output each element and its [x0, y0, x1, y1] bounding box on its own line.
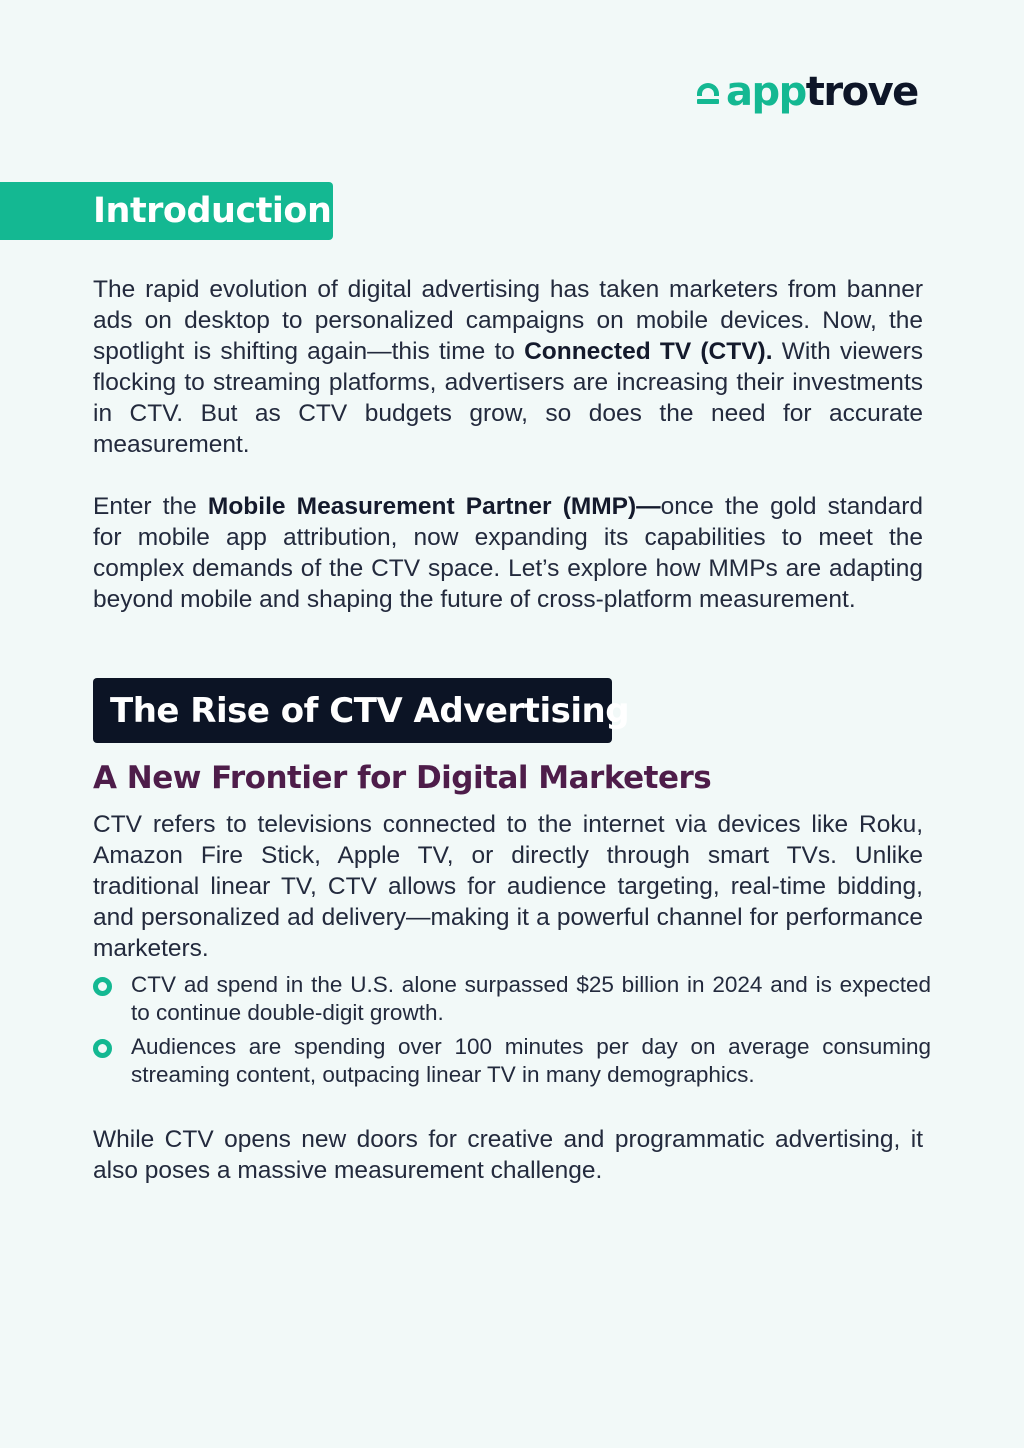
apptrove-logo [696, 68, 924, 116]
intro-paragraph-1 [93, 274, 923, 460]
list-item-text: CTV ad spend in the U.S. alone surpassed $25 billion in 2024 and is expected to continue double-digit growth. [131, 972, 931, 1025]
intro-p1-text-2: With viewers flocking to streaming platforms, advertisers are increasing their investments in CTV. But as CTV budgets grow, so does the need for accurate measurement. [93, 338, 923, 458]
logo-wordmark-app: app [726, 69, 806, 115]
new-frontier-subheading: A New Frontier for Digital Marketers [93, 760, 712, 796]
rise-of-ctv-heading-banner [93, 678, 630, 743]
logo-wordmark-trove: trove [805, 69, 918, 115]
introduction-heading-banner [0, 182, 333, 240]
intro-paragraph-2 [93, 491, 923, 615]
intro-p2-bold: Mobile Measurement Partner (MMP)— [207, 493, 661, 520]
list-item [93, 1033, 931, 1089]
logo-wordmark [726, 69, 918, 115]
ctv-stats-list [93, 971, 931, 1095]
intro-p1-text-1: The rapid evolution of digital advertising has taken marketers from banner ads on desktop to personalized campaigns on mobile devices. Now, the spotlight is shifting again—this time to [93, 276, 923, 365]
bullet-ring-icon [93, 1039, 112, 1058]
ctv-definition-paragraph: CTV refers to televisions connected to the internet via devices like Roku, Amazon Fire Stick, Apple TV, or directly through smart TVs. Unlike traditional linear TV, CTV allows for audience targeting, real-time bidding, and personalized ad delivery—making it a powerful channel for performance marketers. [93, 811, 923, 962]
intro-p2-text-2: once the gold standard for mobile app attribution, now expanding its capabilities to meet the complex demands of the CTV space. Let’s explore how MMPs are adapting beyond mobile and shaping the future of cross-platform measurement. [93, 493, 923, 613]
intro-p1-bold: Connected TV (CTV). [524, 338, 773, 365]
introduction-heading: Introduction [93, 191, 332, 231]
bullet-ring-icon [93, 977, 112, 996]
list-item [93, 971, 931, 1027]
closing-paragraph: While CTV opens new doors for creative and programmatic advertising, it also poses a massive measurement challenge. [93, 1126, 923, 1184]
rise-of-ctv-heading: The Rise of CTV Advertising [110, 690, 630, 731]
intro-p2-text-1: Enter the [93, 493, 208, 520]
apptrove-logo-mark-icon [696, 77, 724, 107]
list-item-text: Audiences are spending over 100 minutes per day on average consuming streaming content, outpacing linear TV in many demographics. [131, 1034, 931, 1087]
